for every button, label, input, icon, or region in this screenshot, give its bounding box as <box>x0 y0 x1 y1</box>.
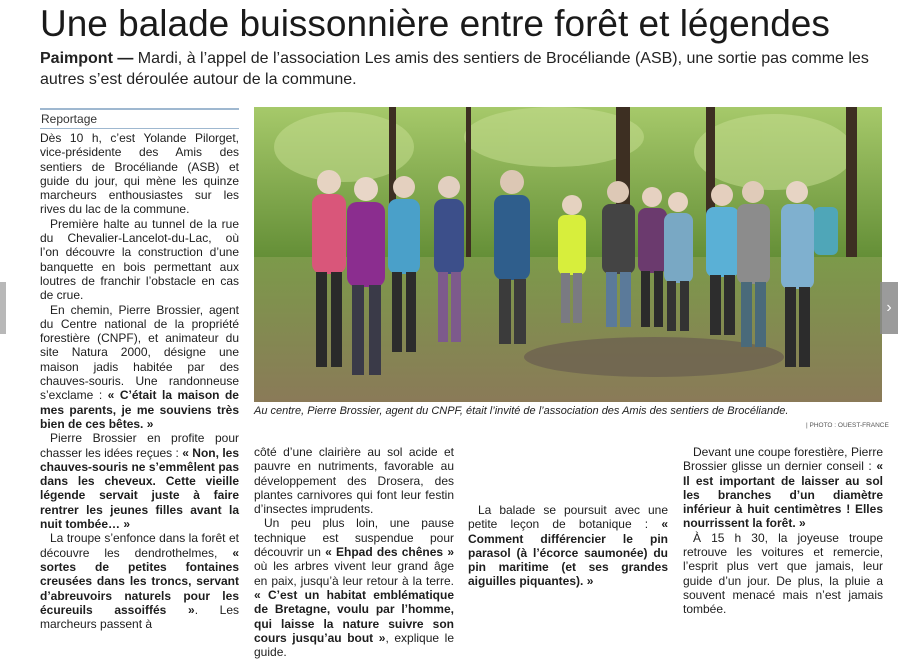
text-column-4 <box>683 445 883 617</box>
text-column-3-body <box>468 503 668 589</box>
paragraph: Dès 10 h, c’est Yolande Pilorget, vice-présidente des Amis des sentiers de Brocéliande (ASB) et guide du jour, qui mène les quinze marcheurs enthousiastes sur les rives du lac de la commune. <box>40 131 239 217</box>
paragraph <box>40 303 239 432</box>
paragraph-text: Devant une coupe forestière, Pierre Brossier glisse un dernier conseil : <box>683 445 883 474</box>
paragraph <box>254 516 454 659</box>
paragraph-text: . Les marcheurs passent à <box>40 602 240 632</box>
paragraph-text: où les arbres vivent leur grand âge en paix, jusqu’à leur retour à la terre. <box>254 559 454 588</box>
quote: « C’était la maison de mes parents, je me souviens très bien de ces bêtes. » <box>40 388 239 431</box>
quote: « sortes de petites fontaines creusées dans les troncs, servant d’abreuvoirs naturels pour les écureuils assoiffés » <box>40 545 239 617</box>
paragraph: À 15 h 30, la joyeuse troupe retrouve les voitures et remercie, l’esprit plus vert que jamais, leur guide d’un jour. De plus, la pluie a souvent menacé mais n’est jamais tombée. <box>683 530 883 617</box>
text-column-3 <box>468 389 668 403</box>
paragraph-text: La troupe s’enfonce dans la forêt et découvre les dendrothelmes, <box>40 531 239 560</box>
quote: « C’est un habitat emblématique de Bretagne, voulu par l’homme, qui laisse la nature suivre son cours jusqu’au bout » <box>254 587 454 645</box>
section-rubric: Reportage <box>40 108 239 129</box>
dateline: Paimpont — <box>40 50 134 67</box>
paragraph: Première halte au tunnel de la rue du Chevalier-Lancelot-du-Lac, où l’on découvre la construction d’une banquette en bois permettant aux loutres de franchir l’obstacle en cas de crue. <box>40 216 239 303</box>
paragraph <box>40 431 239 531</box>
group-photo <box>254 107 882 402</box>
previous-page-tab[interactable] <box>0 282 6 334</box>
paragraph <box>683 445 883 531</box>
paragraph-text: Un peu plus loin, une pause technique est suspendue pour découvrir un <box>254 516 454 560</box>
lede-text: Mardi, à l’appel de l’association Les amis des sentiers de Brocéliande (ASB), une sortie pas comme les autres s’est déroulée autour de la commune. <box>40 50 869 88</box>
paragraph-text: Pierre Brossier en profite pour chasser les idées reçues : <box>40 431 239 460</box>
paragraph <box>40 531 239 631</box>
paragraph <box>468 503 668 589</box>
photo-credit: | PHOTO : OUEST-FRANCE <box>806 422 889 429</box>
quote: « Comment différencier le pin parasol (à l’écorce saumonée) du pin maritime (et ses grandes aiguilles piquantes). » <box>468 517 668 589</box>
paragraph: côté d’une clairière au sol acide et pauvre en nutriments, favorable au développement des Drosera, des plantes carnivores qui font leur festin d’insectes imprudents. <box>254 445 454 517</box>
quote: « Il est important de laisser au sol les branches d’un diamètre inférieur à huit centimètres ! Elles nourrissent la forêt. » <box>683 459 883 531</box>
text-column-2 <box>254 445 454 659</box>
paragraph-text: La balade se poursuit avec une petite leçon de botanique : <box>468 503 668 532</box>
photo-illustration <box>254 107 882 402</box>
paragraph-text: En chemin, Pierre Brossier, agent du Centre national de la propriété forestière (CNPF), et animateur du site Natura 2000, désigne une maison jadis habitée par des chauves-souris. Une randonneuse s’exclame : <box>40 302 239 403</box>
chevron-right-icon: › <box>886 299 892 316</box>
paragraph-text: , explique le guide. <box>254 630 454 659</box>
article-lede <box>40 48 870 90</box>
quote: « Non, les chauves-souris ne s’emmêlent pas dans les cheveux. Cette vieille légende servait juste à faire rentrer les jeunes filles avant la nuit tombée… » <box>40 445 240 532</box>
text-column-1 <box>40 131 239 631</box>
quote: « Ehpad des chênes » <box>325 545 454 560</box>
article-headline: Une balade buissonnière entre forêt et légendes <box>40 3 830 44</box>
next-page-button[interactable] <box>880 282 898 334</box>
photo-caption: Au centre, Pierre Brossier, agent du CNPF, était l’invité de l’association des Amis des sentiers de Brocéliande. <box>254 405 789 417</box>
